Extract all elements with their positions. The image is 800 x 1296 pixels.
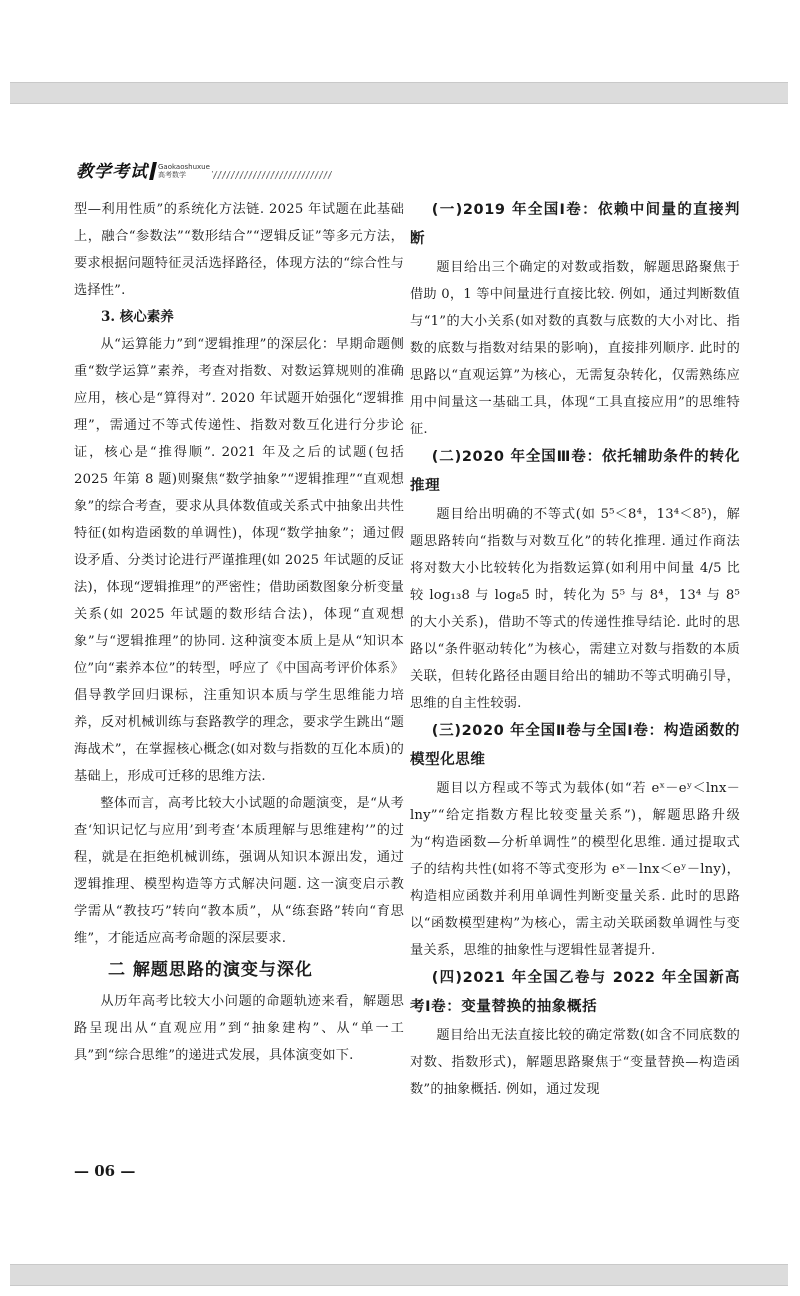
case-heading-3: (三)2020 年全国Ⅱ卷与全国Ⅰ卷：构造函数的模型化思维 — [410, 723, 740, 768]
journal-brand: 教学考试 — [76, 162, 148, 182]
brand-divider — [149, 162, 157, 180]
left-paragraph-3: 整体而言，高考比较大小试题的命题演变，是“从考查‘知识记忆与应用’到考查‘本质理解与思维建构’”的过程，就是在拒绝机械训练，强调从知识本源出发，通过逻辑推理、模型构造等方式解决问题. 这一演变启示教学需从“教技巧”转向“教本质”，从“练套路”转向“育思维”，才能适应高考命题的深层要求. — [74, 796, 404, 946]
left-column — [74, 196, 404, 1069]
right-paragraph-1: 题目给出三个确定的对数或指数，解题思路聚焦于借助 0，1 等中间量进行直接比较. 例如，通过判断数值与“1”的大小关系(如对数的真数与底数的大小对比、指数的底数与指数对结果的影响)，直接排列顺序. 此时的思路以“直观运算”为核心，无需复杂转化，仅需熟练应用中间量这一基础工具，体现“工具直接应用”的思维特征. — [410, 260, 740, 437]
right-paragraph-3: 题目以方程或不等式为载体(如“若 eˣ－eʸ＜lnx－lny”“给定指数方程比较变量关系”)，解题思路升级为“构造函数—分析单调性”的模型化思维. 通过提取式子的结构共性(如将不等式变形为 eˣ－lnx＜eʸ－lny)，构造相应函数并利用单调性判断变量关系. 此时的思路以“函数模型建构”为核心，需主动关联函数单调性与变量关系，思维的抽象性与逻辑性显著提升. — [410, 781, 740, 958]
case-heading-1: (一)2019 年全国Ⅰ卷：依赖中间量的直接判断 — [410, 202, 740, 247]
journal-subtitle — [158, 163, 210, 179]
case-heading-4: (四)2021 年全国乙卷与 2022 年全国新高考Ⅰ卷：变量替换的抽象概括 — [410, 970, 740, 1015]
left-paragraph-2: 从“运算能力”到“逻辑推理”的深层化：早期命题侧重“数学运算”素养，考查对指数、对数运算规则的准确应用，核心是“算得对”. 2020 年试题开始强化“逻辑推理”，需通过不等式传递性、指数对数互化进行分步论证，核心是“推得顺”. 2021 年及之后的试题(包括 2025 年第 8 题)则聚焦“数学抽象”“逻辑推理”“直观想象”的综合考查，要求从具体数值或关系式中抽象出共性特征(如构造函数的单调性)，体现“数学抽象”；通过假设矛盾、分类讨论进行严谨推理(如 2025 年试题的反证法)，体现“逻辑推理”的严密性；借助函数图象分析变量关系(如 2025 年试题的数形结合法)，体现“直观想象”与“逻辑推理”的协同. 这种演变本质上是从“知识本位”向“素养本位”的转型，呼应了《中国高考评价体系》倡导教学回归课标，注重知识本质与学生思维能力培养，反对机械训练与套路教学的理念，要求学生跳出“题海战术”，在掌握核心概念(如对数与指数的互化本质)的基础上，形成可迁移的思维方法. — [74, 337, 404, 784]
section-heading-2: 二 解题思路的演变与深化 — [108, 960, 313, 980]
bottom-gray-band — [10, 1264, 788, 1286]
top-margin — [0, 0, 800, 80]
left-paragraph-4: 从历年高考比较大小问题的命题轨迹来看，解题思路呈现出从“直观应用”到“抽象建构”、从“单一工具”到“综合思维”的递进式发展，具体演变如下. — [74, 994, 404, 1063]
right-paragraph-4: 题目给出无法直接比较的确定常数(如含不同底数的对数、指数形式)，解题思路聚焦于“变量替换—构造函数”的抽象概括. 例如，通过发现 — [410, 1028, 740, 1097]
right-paragraph-2: 题目给出明确的不等式(如 5⁵＜8⁴，13⁴＜8⁵)，解题思路转向“指数与对数互化”的转化推理. 通过作商法将对数大小比较转化为指数运算(如利用中间量 4/5 比较 log₁₃8 与 log₈5 时，转化为 5⁵ 与 8⁴，13⁴ 与 8⁵ 的大小关系)，借助不等式的传递性推导结论. 此时的思路以“条件驱动转化”为核心，需建立对数与指数的本质关联，但转化路径由题目给出的辅助不等式明确引导，思维的自主性较弱. — [410, 507, 740, 711]
left-paragraph-1: 型—利用性质”的系统化方法链. 2025 年试题在此基础上，融合“参数法”“数形结合”“逻辑反证”等多元方法，要求根据问题特征灵活选择路径，体现方法的“综合性与选择性”. — [74, 202, 404, 298]
page-number: — 06 — — [74, 1162, 136, 1180]
journal-subtitle-pinyin: Gaokaoshuxue — [158, 163, 210, 171]
right-column — [410, 196, 740, 1103]
subheading-core-literacy: 3. 核心素养 — [101, 309, 174, 325]
top-gray-band — [10, 82, 788, 104]
journal-header — [76, 156, 332, 182]
header-hatch-decoration — [212, 171, 332, 179]
case-heading-2: (二)2020 年全国Ⅲ卷：依托辅助条件的转化推理 — [410, 449, 740, 494]
journal-subtitle-cn: 高考数学 — [158, 171, 186, 179]
